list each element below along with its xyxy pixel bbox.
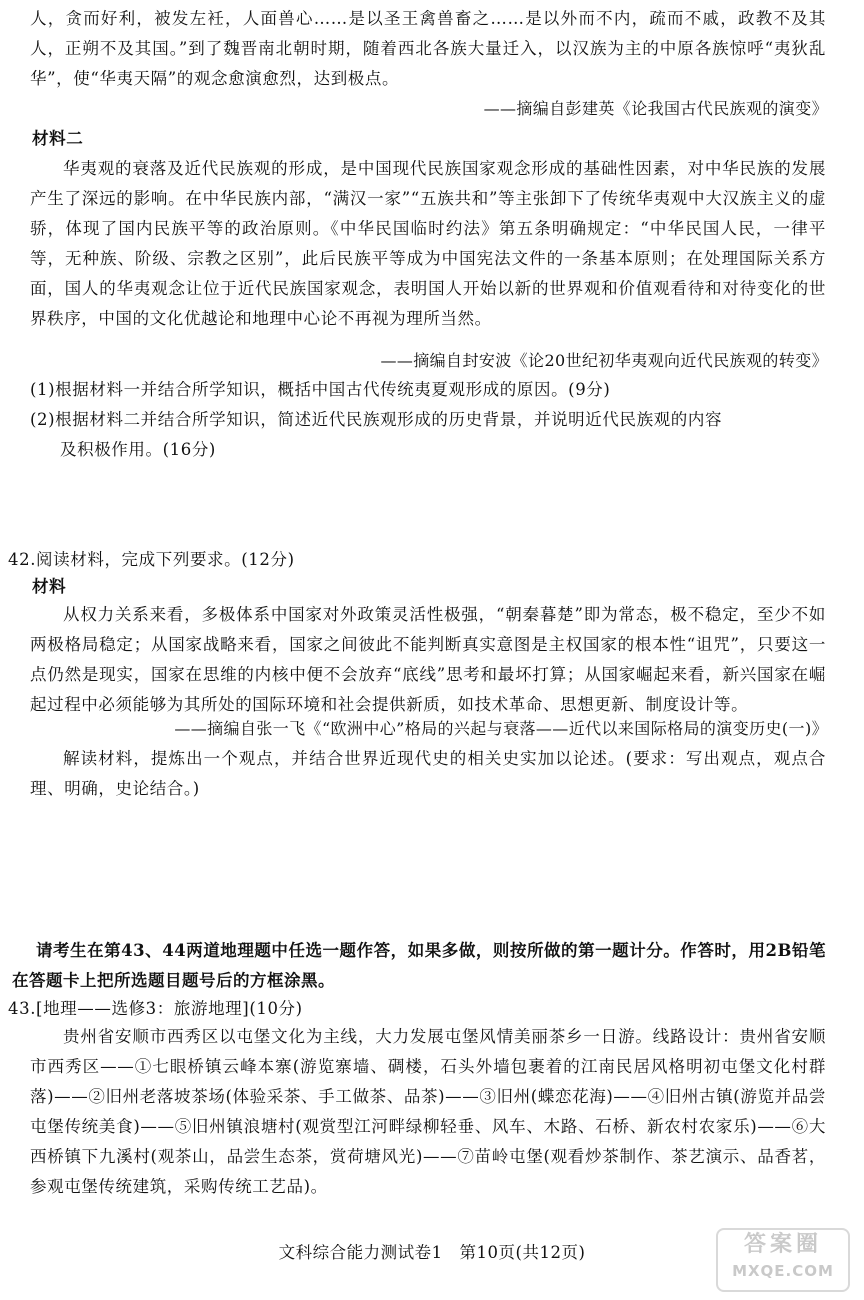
geography-choice-notice: 请考生在第43、44两道地理题中任选一题作答，如果多做，则按所做的第一题计分。作答时，用2B铅笔在答题卡上把所选题目题号后的方框涂黑。 — [12, 941, 826, 990]
question-42-task: 解读材料，提炼出一个观点，并结合世界近现代史的相关史实加以论述。(要求：写出观点，观点合理、明确，史论结合。) — [30, 749, 826, 798]
question-41-sub2-line2: 及积极作用。(16分) — [60, 440, 216, 459]
watermark-line2: MXQE.COM — [732, 1262, 834, 1280]
question-41-subquestions — [30, 375, 830, 465]
question-43-text: 贵州省安顺市西秀区以屯堡文化为主线，大力发展屯堡风情美丽茶乡一日游。线路设计：贵州省安顺市西秀区——①七眼桥镇云峰本寨(游览寨墙、碉楼，石头外墙包裹着的江南民居风格明初屯堡文化村群落)——②旧州老落坡茶场(体验采茶、手工做茶、品茶)——③旧州(蝶恋花海)——④旧州古镇(游览并品尝屯堡传统美食)——⑤旧州镇浪塘村(观赏型江河畔绿柳轻垂、风车、木路、石桥、新农村农家乐)——⑥大西桥镇下九溪村(观茶山，品尝生态茶，赏荷塘风光)——⑦苗岭屯堡(观看炒茶制作、茶艺演示、品香茗，参观屯堡传统建筑，采购传统工艺品)。 — [30, 1027, 826, 1196]
question-42-material-text: 从权力关系来看，多极体系中国家对外政策灵活性极强，“朝秦暮楚”即为常态，极不稳定，至少不如两极格局稳定；从国家战略来看，国家之间彼此不能判断真实意图是主权国家的根本性“诅咒”，只要这一点仍然是现实，国家在思维的内核中便不会放弃“底线”思考和最坏打算；从国家崛起来看，新兴国家在崛起过程中必须能够为其所处的国际环境和社会提供新质，如技术革命、思想更新、制度设计等。 — [30, 605, 826, 714]
material1-source: ——摘编自彭建英《论我国古代民族观的演变》 — [483, 99, 828, 118]
question-42-material-heading: 材料 — [32, 577, 67, 596]
page-footer: 文科综合能力测试卷1 第10页(共12页) — [278, 1243, 586, 1262]
watermark-line1: 答案圈 — [743, 1232, 822, 1257]
question-43-title: 43.[地理——选修3：旅游地理](10分) — [8, 999, 303, 1018]
question-42-title: 42.阅读材料，完成下列要求。(12分) — [8, 550, 295, 569]
question-41-sub2-line1: (2)根据材料二并结合所学知识，简述近代民族观形成的历史背景，并说明近代民族观的内容 — [30, 410, 723, 429]
material2-source: ——摘编自封安波《论20世纪初华夷观向近代民族观的转变》 — [380, 351, 828, 370]
material2-text: 华夷观的衰落及近代民族观的形成，是中国现代民族国家观念形成的基础性因素，对中华民族的发展产生了深远的影响。在中华民族内部，“满汉一家”“五族共和”等主张卸下了传统华夷观中大汉族主义的虚骄，体现了国内民族平等的政治原则。《中华民国临时约法》第五条明确规定：“中华民国人民，一律平等，无种族、阶级、宗教之区别”，此后民族平等成为中国宪法文件的一条基本原则；在处理国际关系方面，国人的华夷观念让位于近代民族国家观念，表明国人开始以新的世界观和价值观看待和对待变化的世界秩序，中国的文化优越论和地理中心论不再视为理所当然。 — [30, 159, 826, 328]
question-41-sub1: (1)根据材料一并结合所学知识，概括中国古代传统夷夏观形成的原因。(9分) — [30, 380, 611, 399]
material1-tail-text: 人，贪而好利，被发左衽，人面兽心……是以圣王禽兽畜之……是以外而不内，疏而不戚，政教不及其人，正朔不及其国。”到了魏晋南北朝时期，随着西北各族大量迁入，以汉族为主的中原各族惊呼“夷狄乱华”，使“华夷天隔”的观念愈演愈烈，达到极点。 — [30, 9, 826, 88]
watermark-logo — [716, 1228, 850, 1292]
question-42-source: ——摘编自张一飞《“欧洲中心”格局的兴起与衰落——近代以来国际格局的演变历史(一)》 — [174, 719, 828, 738]
material2-heading: 材料二 — [32, 129, 84, 148]
